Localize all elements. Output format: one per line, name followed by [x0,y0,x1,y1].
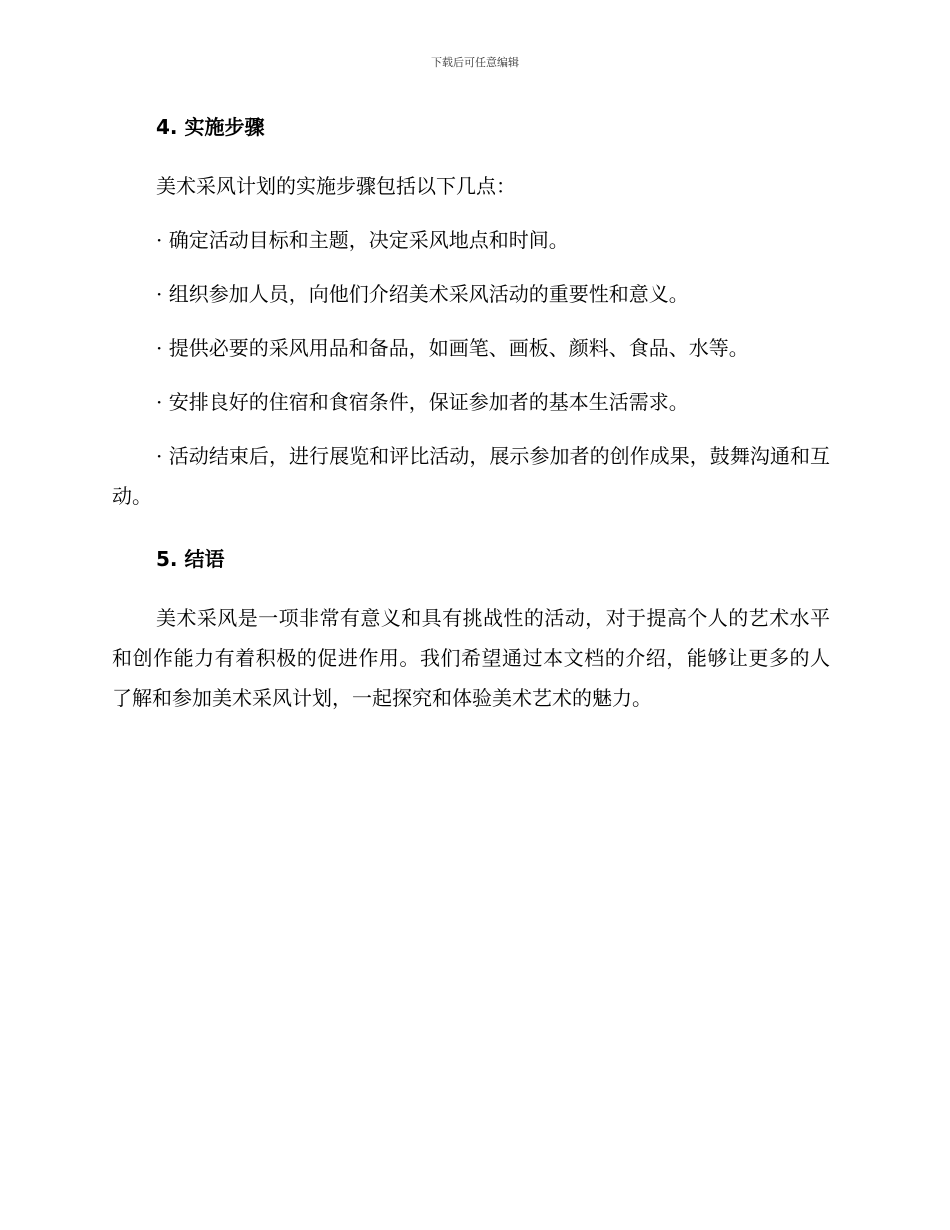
section-4-heading: 4. 实施步骤 [156,115,265,139]
section-5-heading: 5. 结语 [156,547,225,571]
document-body [112,112,830,718]
bullet-item: · 活动结束后，进行展览和评比活动，展示参加者的创作成果，鼓舞沟通和互动。 [112,444,830,508]
bullet-item: · 提供必要的采风用品和备品，如画笔、画板、颜料、食品、水等。 [156,336,749,360]
section-4-intro: 美术采风计划的实施步骤包括以下几点： [156,174,516,198]
section-5-body: 美术采风是一项非常有意义和具有挑战性的活动，对于提高个人的艺术水平和创作能力有着积极的促进作用。我们希望通过本文档的介绍，能够让更多的人了解和参加美术采风计划，一起探究和体验美术艺术的魅力。 [112,606,830,710]
bullet-item: · 安排良好的住宿和食宿条件，保证参加者的基本生活需求。 [156,390,689,414]
bullet-item: · 组织参加人员，向他们介绍美术采风活动的重要性和意义。 [156,282,689,306]
bullet-item: · 确定活动目标和主题，决定采风地点和时间。 [156,228,569,252]
page-header: 下载后可任意编辑 [431,56,519,69]
